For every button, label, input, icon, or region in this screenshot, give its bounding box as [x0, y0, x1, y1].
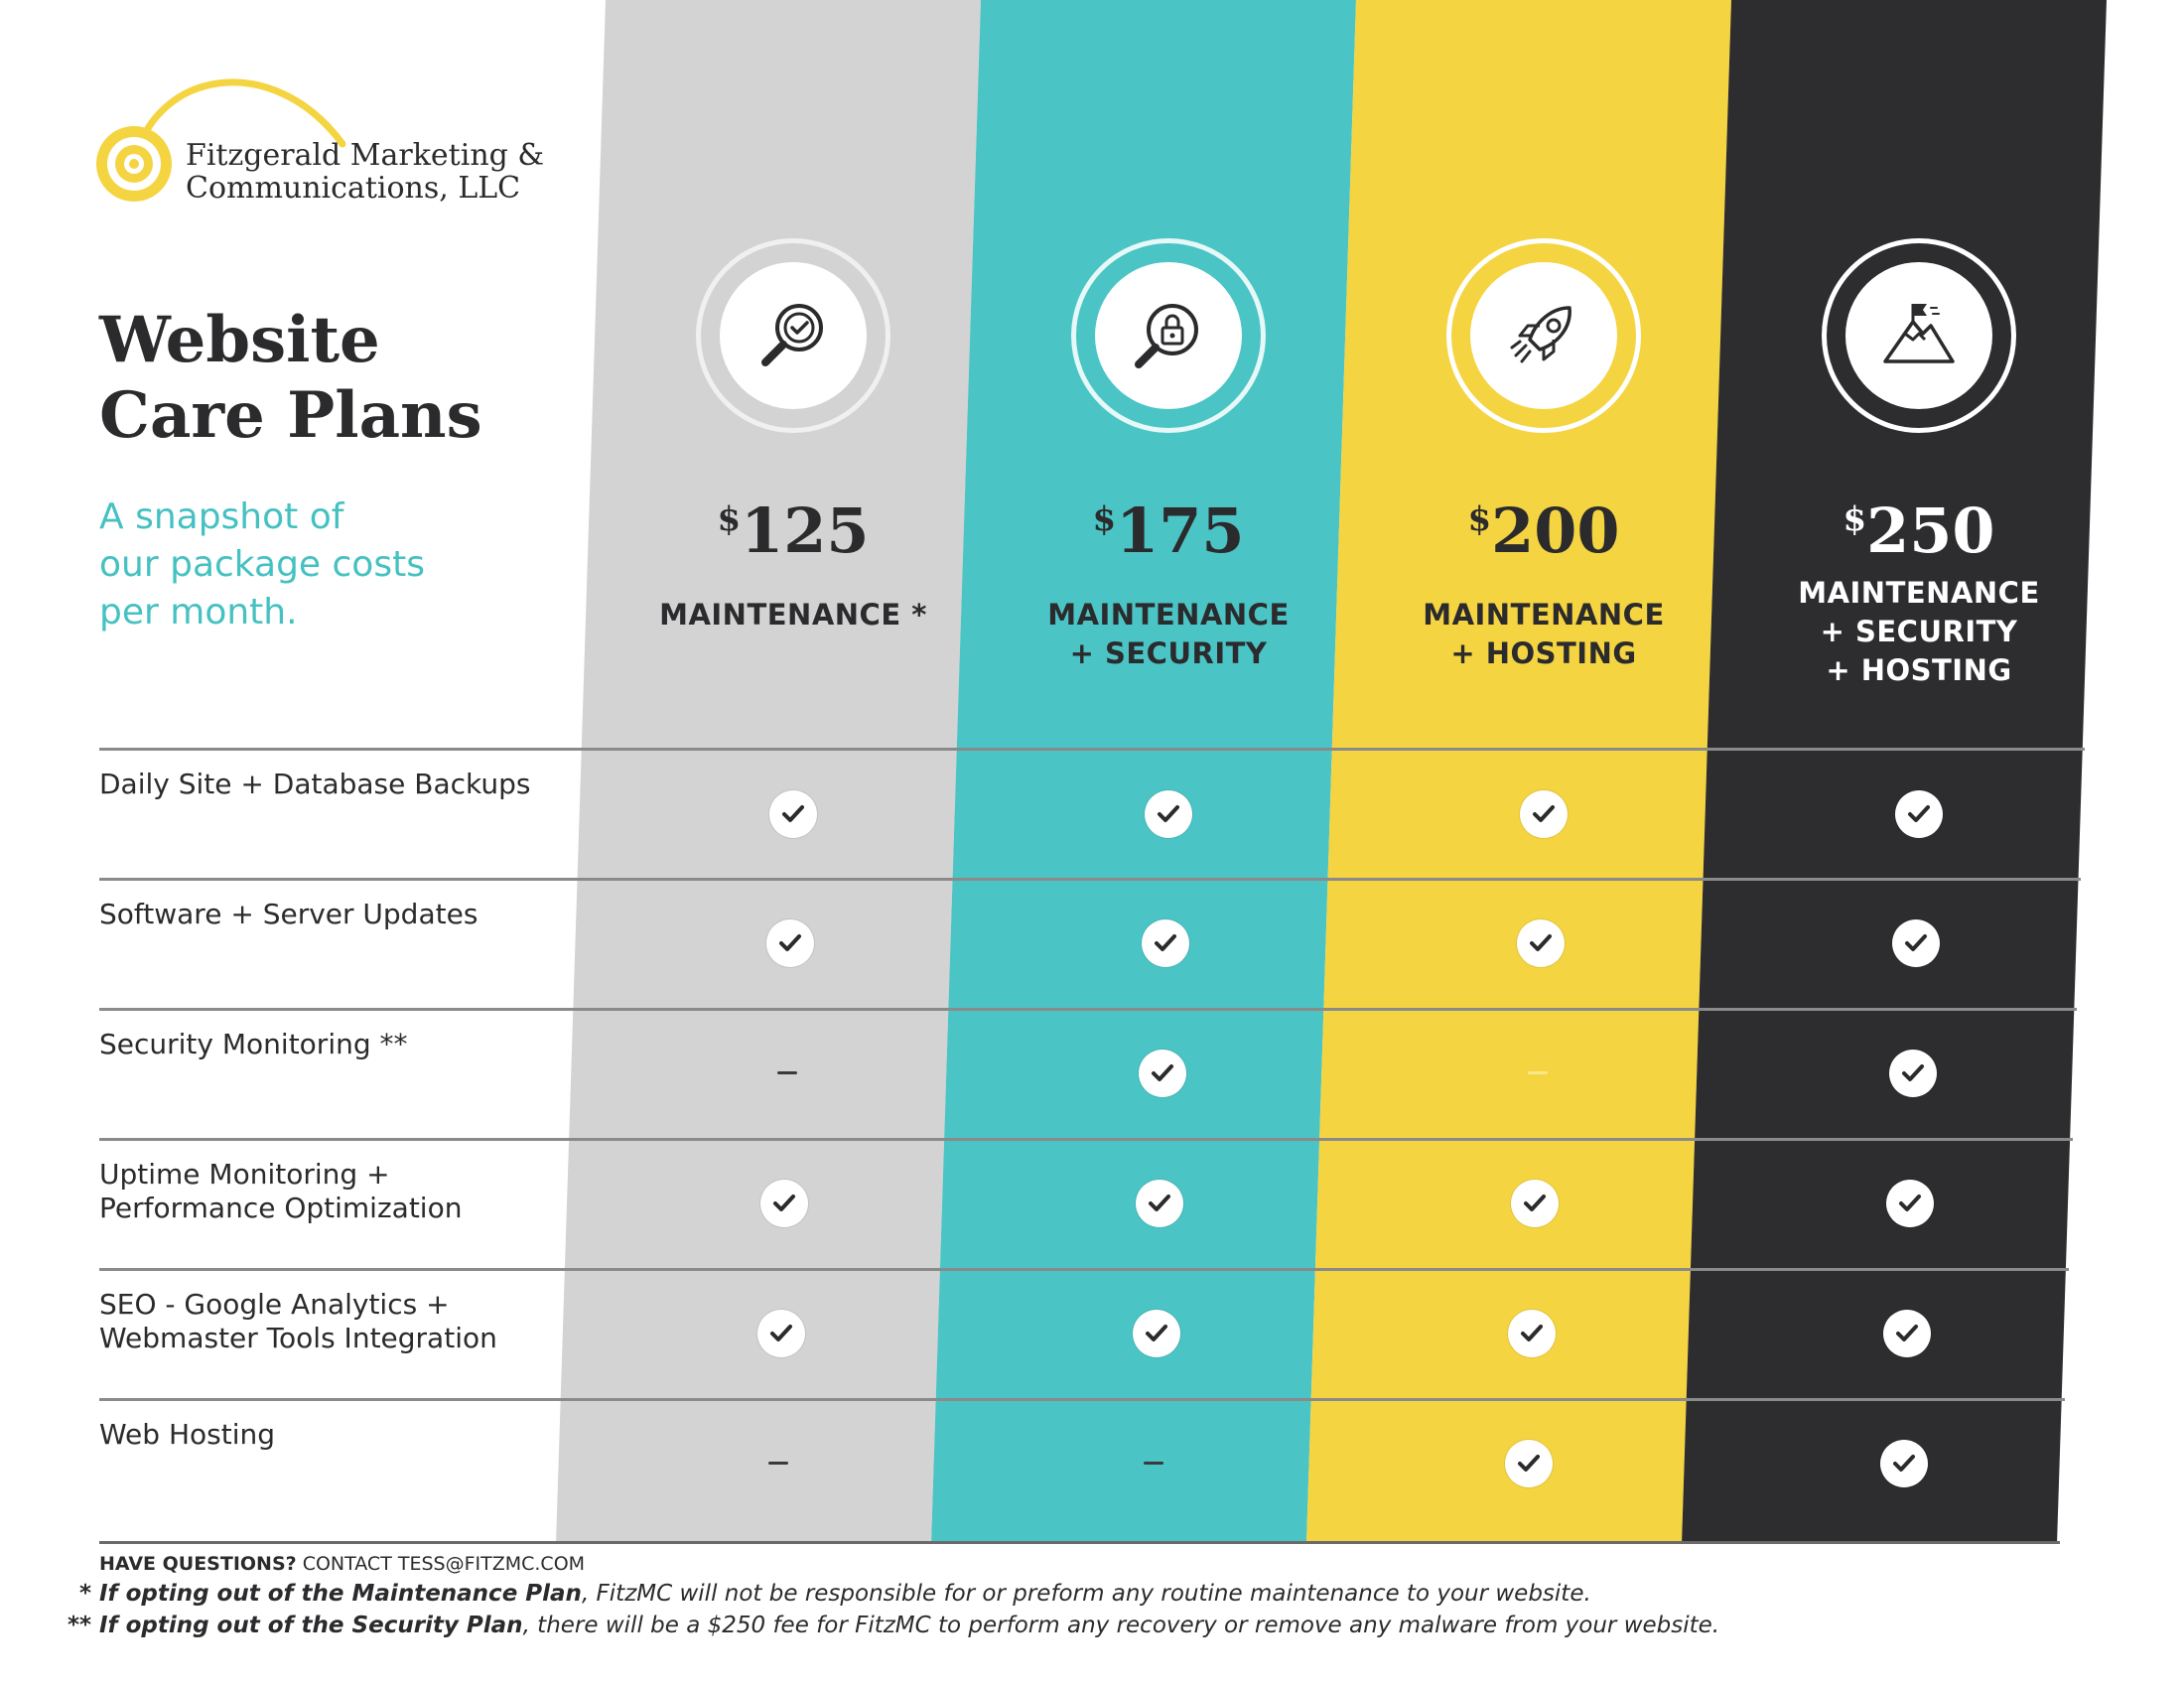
feature-label-line: Uptime Monitoring +: [99, 1158, 390, 1191]
plan-price-currency: $: [717, 499, 742, 539]
plan-name-line: + HOSTING: [1826, 653, 2012, 687]
check-circle-icon: [1145, 790, 1192, 838]
company-logo: [94, 60, 551, 228]
row-divider: [99, 1398, 2065, 1401]
rocket-icon: [1470, 262, 1617, 409]
plan-name-line: + HOSTING: [1450, 636, 1637, 670]
row-divider: [99, 1138, 2073, 1141]
check-circle-icon: [1886, 1180, 1934, 1227]
check-circle-icon: [1136, 1180, 1183, 1227]
footnote-security-text: , there will be a $250 fee for FitzMC to perform any recovery or remove any malware from your website.: [522, 1613, 1720, 1638]
row-divider: [99, 748, 2085, 751]
feature-label-line: Daily Site + Database Backups: [99, 768, 531, 800]
magnifier-lock-icon: [1095, 262, 1242, 409]
footnote-security: [99, 1611, 1719, 1640]
plan-price-amount: 125: [741, 494, 870, 567]
plan-price-amount: 175: [1116, 494, 1245, 567]
check-circle-icon: [769, 790, 817, 838]
plan-name: [644, 596, 942, 634]
check-circle-icon: [1892, 919, 1940, 967]
dash-icon: [768, 1462, 788, 1465]
plan-price-currency: $: [1467, 499, 1492, 539]
feature-label-line: Security Monitoring **: [99, 1028, 408, 1060]
dash-icon: [777, 1071, 797, 1074]
check-circle-icon: [757, 1310, 805, 1357]
contact-question: HAVE QUESTIONS?: [99, 1553, 297, 1575]
check-circle-icon: [1139, 1050, 1186, 1097]
footnote-security-bold: If opting out of the Security Plan: [99, 1613, 523, 1638]
plan-name-line: MAINTENANCE: [1047, 598, 1290, 632]
row-divider: [99, 1268, 2069, 1271]
plan-price: [1020, 485, 1317, 566]
feature-label: [99, 1288, 566, 1355]
feature-label-line: Performance Optimization: [99, 1192, 463, 1224]
check-circle-icon: [760, 1180, 808, 1227]
check-circle-icon: [1511, 1180, 1559, 1227]
check-circle-icon: [1883, 1310, 1931, 1357]
footnote-marker-1: *: [79, 1581, 92, 1607]
plan-name-line: MAINTENANCE *: [659, 598, 927, 632]
page-subtitle-line3: per month.: [99, 592, 298, 633]
page-title: [99, 303, 482, 454]
page-title-line2: Care Plans: [99, 378, 482, 453]
feature-label-line: Webmaster Tools Integration: [99, 1322, 497, 1354]
plan-price: [1395, 485, 1693, 566]
company-name-line2: Communications, LLC: [186, 171, 521, 206]
check-circle-icon: [1520, 790, 1568, 838]
row-divider: [99, 878, 2081, 881]
plan-price-amount: 200: [1491, 494, 1620, 567]
page-subtitle-line2: our package costs: [99, 544, 425, 585]
check-circle-icon: [1895, 790, 1943, 838]
page-title-line1: Website: [99, 303, 380, 377]
plan-price-currency: $: [1843, 499, 1867, 539]
feature-label-line: Web Hosting: [99, 1418, 275, 1451]
contact-line: [99, 1551, 585, 1577]
plan-icon-badge: [1446, 238, 1641, 433]
contact-email-text: CONTACT TESS@FITZMC.COM: [296, 1553, 586, 1575]
check-circle-icon: [1505, 1440, 1553, 1487]
plan-price: [1770, 485, 2068, 566]
feature-label: [99, 1158, 566, 1225]
plan-name-line: + SECURITY: [1069, 636, 1268, 670]
company-name: [186, 139, 544, 205]
check-circle-icon: [1880, 1440, 1928, 1487]
footnote-maintenance: [99, 1579, 1591, 1609]
magnifier-check-icon: [720, 262, 867, 409]
page-subtitle-line1: A snapshot of: [99, 496, 344, 537]
plan-name-line: MAINTENANCE: [1798, 576, 2040, 610]
plan-column-4: [1770, 238, 2068, 690]
plan-price: [644, 485, 942, 566]
footnote-maintenance-text: , FitzMC will not be responsible for or preform any routine maintenance to your website.: [581, 1581, 1591, 1607]
check-circle-icon: [1889, 1050, 1937, 1097]
plan-column-3: [1395, 238, 1693, 673]
dash-icon: [1144, 1462, 1163, 1465]
check-circle-icon: [1508, 1310, 1556, 1357]
table-bottom-divider: [99, 1541, 2060, 1544]
feature-label: [99, 768, 566, 801]
check-circle-icon: [766, 919, 814, 967]
footnote-maintenance-bold: If opting out of the Maintenance Plan: [99, 1581, 582, 1607]
footnote-marker-2: **: [68, 1613, 92, 1638]
feature-label: [99, 898, 566, 931]
dash-icon: [1528, 1071, 1548, 1074]
mountain-flag-icon: [1845, 262, 1992, 409]
feature-label-line: Software + Server Updates: [99, 898, 478, 930]
plan-price-currency: $: [1092, 499, 1117, 539]
plan-name: [1395, 596, 1693, 673]
plan-column-2: [1020, 238, 1317, 673]
feature-label-line: SEO - Google Analytics +: [99, 1288, 450, 1321]
check-circle-icon: [1142, 919, 1189, 967]
plan-icon-badge: [696, 238, 890, 433]
feature-label: [99, 1028, 566, 1061]
plan-column-1: [644, 238, 942, 634]
check-circle-icon: [1517, 919, 1565, 967]
row-divider: [99, 1008, 2077, 1011]
plan-name-line: MAINTENANCE: [1423, 598, 1665, 632]
plan-price-amount: 250: [1866, 494, 1995, 567]
feature-label: [99, 1418, 566, 1452]
plan-icon-badge: [1071, 238, 1266, 433]
plan-name: [1770, 574, 2068, 690]
page-subtitle: [99, 493, 425, 636]
check-circle-icon: [1133, 1310, 1180, 1357]
plan-name-line: + SECURITY: [1820, 615, 2018, 648]
company-name-line1: Fitzgerald Marketing &: [186, 138, 545, 173]
plan-name: [1020, 596, 1317, 673]
plan-icon-badge: [1822, 238, 2016, 433]
